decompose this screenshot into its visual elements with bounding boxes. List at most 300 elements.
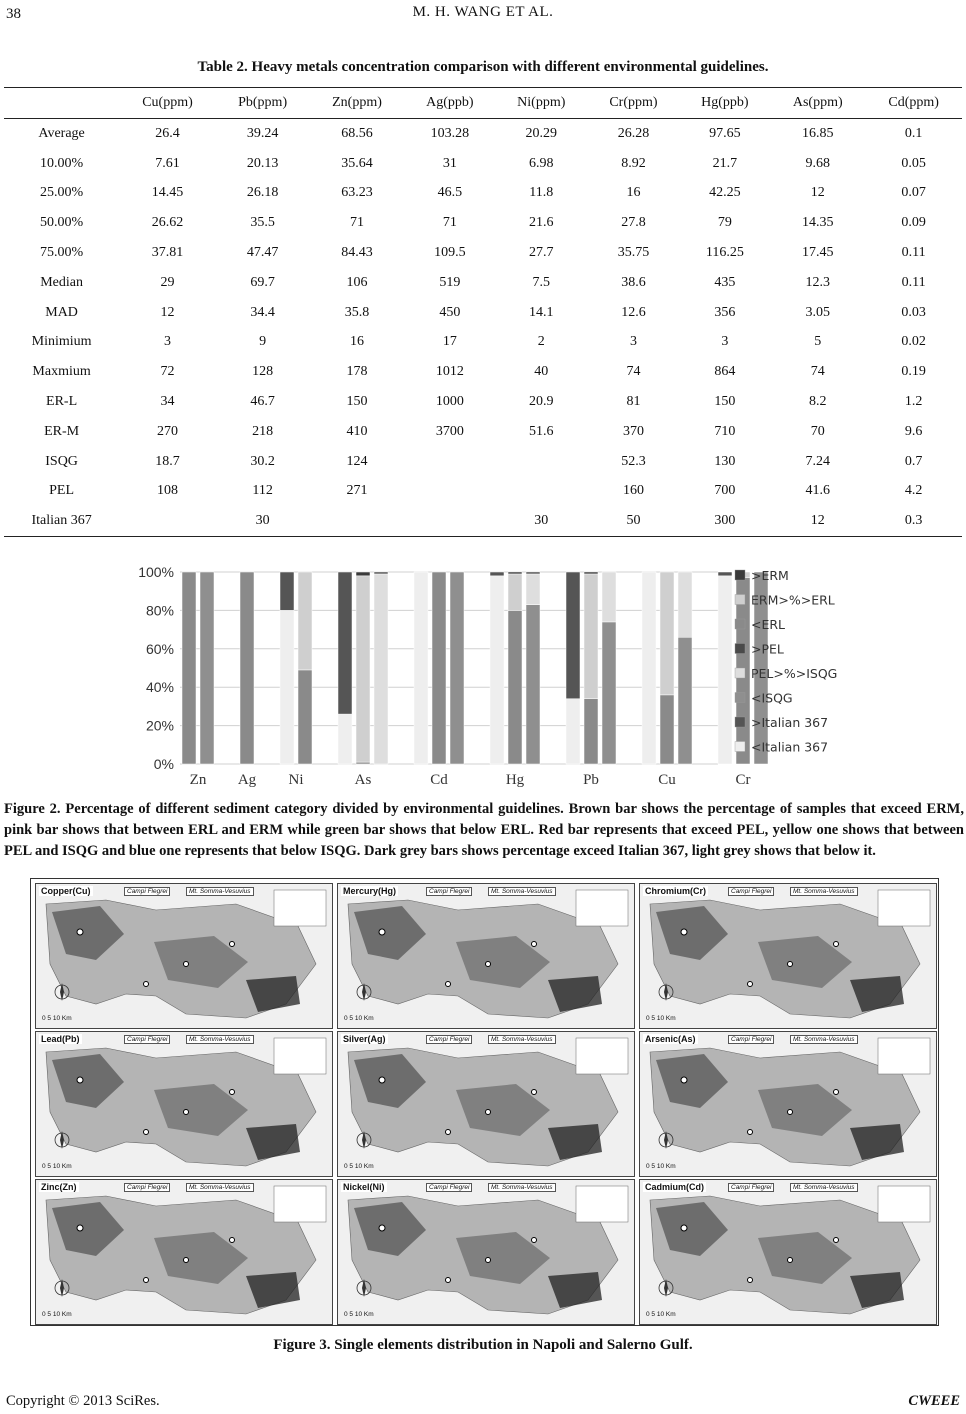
table-header-cell: Zn(ppm): [309, 88, 404, 119]
bar-segment: [584, 699, 598, 764]
legend-label: >Italian 367: [751, 715, 829, 730]
map-image: [640, 1180, 936, 1324]
table-cell: 0.11: [901, 245, 926, 261]
map-title: Copper(Cu): [41, 886, 91, 896]
map-label-campi-flegrei: Campi Flegrei: [728, 1035, 774, 1044]
map-label-vesuvius: Mt. Somma-Vesuvius: [790, 1035, 858, 1044]
table-row: [4, 328, 962, 358]
table-cell: 108: [156, 483, 178, 499]
legend-swatch: [735, 668, 745, 678]
row-label: 10.00%: [40, 155, 84, 171]
metals-table: [4, 87, 962, 537]
table-cell: [495, 477, 587, 507]
table-header-cell: As(ppm): [770, 88, 865, 119]
table-cell: 130: [714, 453, 736, 469]
y-tick-label: 40%: [145, 679, 174, 696]
distribution-maps-panel: [30, 878, 939, 1326]
table-row: [4, 477, 962, 507]
bar-segment: [490, 572, 504, 576]
bar-segment: [678, 637, 692, 764]
table-cell: 18.7: [155, 453, 180, 469]
bar-segment: [584, 574, 598, 699]
table-row: [4, 179, 962, 209]
bar-segment: [642, 572, 656, 764]
table-cell: 14.45: [151, 185, 184, 201]
map-image: [640, 1032, 936, 1176]
map-title: Zinc(Zn): [41, 1182, 77, 1192]
table-cell: [405, 506, 496, 536]
table-cell: 39.24: [246, 125, 279, 141]
table-body: [4, 119, 962, 537]
legend-swatch: [735, 693, 745, 703]
table-cell: 63.23: [341, 185, 373, 201]
table-cell: 37.81: [151, 245, 184, 261]
map-label-campi-flegrei: Campi Flegrei: [124, 1035, 170, 1044]
map-panel: [337, 1179, 635, 1325]
table-cell: 3: [721, 334, 729, 350]
bar-segment: [356, 576, 370, 762]
x-tick-label: Cr: [735, 772, 751, 788]
table-cell: 84.43: [341, 245, 373, 261]
table-cell: 109.5: [434, 245, 466, 261]
map-label-vesuvius: Mt. Somma-Vesuvius: [488, 1183, 556, 1192]
table-cell: 34: [160, 394, 175, 410]
row-label: ISQG: [45, 453, 78, 469]
table-cell: 69.7: [250, 274, 275, 290]
legend-label: ERM>%>ERL: [751, 592, 835, 608]
table-cell: 710: [714, 423, 736, 439]
bar-segment: [526, 574, 540, 605]
map-title: Mercury(Hg): [343, 886, 397, 896]
row-label: Median: [40, 274, 83, 290]
map-scale: 0 5 10 Km: [646, 1015, 676, 1022]
table-cell: 26.62: [151, 215, 184, 231]
legend-swatch: [735, 619, 745, 629]
x-tick-label: Cd: [430, 772, 448, 788]
table-cell: 35.64: [341, 155, 373, 171]
row-label: MAD: [45, 304, 78, 320]
table-cell: 27.7: [529, 245, 554, 261]
table-cell: 7.24: [805, 453, 830, 469]
bar-segment: [660, 572, 674, 695]
map-label-campi-flegrei: Campi Flegrei: [426, 1183, 472, 1192]
map-label-campi-flegrei: Campi Flegrei: [124, 1183, 170, 1192]
table-cell: 103.28: [430, 125, 470, 141]
table-header-cell: Cr(ppm): [587, 88, 679, 119]
table-cell: 50: [587, 506, 679, 536]
table-cell: 21.7: [712, 155, 738, 171]
guideline-percentage-chart: [110, 558, 870, 790]
legend-label: >ERM: [751, 568, 789, 583]
table-cell: 150: [346, 394, 368, 410]
x-tick-label: Ag: [237, 772, 257, 788]
map-panel: [337, 883, 635, 1029]
table-cell: 150: [714, 394, 736, 410]
row-label: ER-M: [44, 423, 80, 439]
table-cell: [405, 477, 496, 507]
table-cell: 4.2: [904, 483, 923, 499]
bar-segment: [298, 670, 312, 764]
row-label: Minimium: [31, 334, 92, 350]
table-cell: 700: [714, 483, 736, 499]
bar-segment: [508, 610, 522, 764]
bar-segment: [718, 576, 732, 764]
table-cell: 16.85: [801, 125, 834, 141]
table-cell: 2: [537, 334, 545, 350]
table-cell: 71: [349, 215, 364, 231]
map-label-campi-flegrei: Campi Flegrei: [728, 887, 774, 896]
row-label: 25.00%: [40, 185, 84, 201]
table-cell: 31: [442, 155, 457, 171]
table-cell: 21.6: [529, 215, 554, 231]
bar-segment: [374, 572, 388, 574]
x-tick-label: Zn: [189, 772, 207, 788]
table-row: [4, 417, 962, 447]
table-cell: 68.56: [341, 125, 373, 141]
table-cell: 0.09: [901, 215, 926, 231]
table-header-cell: Ni(ppm): [495, 88, 587, 119]
table-cell: 12: [770, 506, 865, 536]
table-cell: [405, 447, 496, 477]
table-header-blank: [4, 88, 119, 119]
table-cell: 20.13: [246, 155, 279, 171]
table-header-row: [4, 88, 962, 119]
map-panel: [35, 1031, 333, 1177]
table-cell: 30: [216, 506, 310, 536]
bar-segment: [414, 572, 428, 764]
bar-segment: [660, 695, 674, 764]
table-row: [4, 119, 962, 149]
table-cell: 519: [439, 274, 461, 290]
table-cell: 370: [622, 423, 644, 439]
map-label-campi-flegrei: Campi Flegrei: [728, 1183, 774, 1192]
legend-label: >PEL: [751, 641, 784, 657]
table-row: [4, 149, 962, 179]
table-cell: 72: [160, 364, 175, 380]
table-cell: 300: [680, 506, 771, 536]
table-cell: 0.07: [901, 185, 926, 201]
table-cell: 12: [810, 185, 825, 201]
bar-segment: [566, 699, 580, 764]
bar-segment: [490, 576, 504, 764]
bar-segment: [678, 572, 692, 637]
table-header-cell: Cd(ppm): [865, 88, 962, 119]
bar-segment: [182, 572, 196, 764]
table-cell: 46.5: [437, 185, 463, 201]
table-cell: 116.25: [705, 245, 744, 261]
figure-2-caption: Figure 2. Percentage of different sediment category divided by environmental guidelines. Brown bar shows the percentage of samples that exceed ERM, pink bar shows that between ERL and ERM while green bar shows that below ERL. Red bar represents that exceed PEL, yellow one shows that between PEL and ISQG and blue one represents that below ISQG. Dark grey bars shows percentage exceed Italian 367, light grey shows that below it.: [4, 801, 964, 859]
legend-swatch: [735, 570, 745, 580]
table-cell: 3.05: [805, 304, 830, 320]
table-row: [4, 387, 962, 417]
table-cell: 35.75: [617, 245, 650, 261]
map-title: Nickel(Ni): [343, 1182, 385, 1192]
table-cell: 9.6: [904, 423, 923, 439]
y-tick-label: 100%: [138, 564, 174, 580]
row-label: Average: [38, 125, 85, 141]
table-cell: 26.28: [617, 125, 650, 141]
table-row: [4, 447, 962, 477]
table-cell: 52.3: [621, 453, 646, 469]
bar-segment: [602, 622, 616, 764]
table-header-cell: Ag(ppb): [405, 88, 496, 119]
table-cell: 34.4: [250, 304, 275, 320]
table-cell: 47.47: [246, 245, 279, 261]
bar-segment: [356, 762, 370, 764]
table-cell: 40: [534, 364, 549, 380]
legend-swatch: [735, 742, 745, 752]
x-tick-label: As: [354, 772, 372, 788]
legend-label: PEL>%>ISQG: [751, 666, 838, 681]
table-cell: 17.45: [801, 245, 834, 261]
table-cell: 26.4: [155, 125, 180, 141]
y-tick-label: 0%: [153, 756, 174, 772]
journal-name: CWEEE: [908, 1393, 960, 1409]
map-label-campi-flegrei: Campi Flegrei: [124, 887, 170, 896]
table-cell: 9.68: [805, 155, 830, 171]
bar-segment: [374, 574, 388, 764]
map-scale: 0 5 10 Km: [42, 1015, 72, 1022]
bar-segment: [450, 572, 464, 764]
table-cell: 0.11: [901, 274, 926, 290]
page-number: 38: [6, 6, 21, 22]
bar-segment: [508, 574, 522, 610]
table-cell: 8.92: [621, 155, 646, 171]
legend-label: <ERL: [751, 617, 786, 632]
map-label-vesuvius: Mt. Somma-Vesuvius: [790, 1183, 858, 1192]
table-cell: [495, 447, 587, 477]
map-label-vesuvius: Mt. Somma-Vesuvius: [488, 887, 556, 896]
bar-segment: [338, 572, 352, 714]
map-title: Lead(Pb): [41, 1034, 80, 1044]
table-cell: 16: [626, 185, 641, 201]
map-image: [338, 1032, 634, 1176]
map-scale: 0 5 10 Km: [344, 1163, 374, 1170]
table-cell: 1000: [435, 394, 464, 410]
table-cell: 30.2: [250, 453, 275, 469]
table-cell: [309, 506, 404, 536]
table-cell: 12: [160, 304, 175, 320]
table-header-cell: Hg(ppb): [680, 88, 771, 119]
bar-segment: [508, 572, 522, 574]
table-cell: 12.3: [805, 274, 830, 290]
bar-segment: [432, 572, 446, 764]
map-title: Arsenic(As): [645, 1034, 696, 1044]
table-cell: 81: [626, 394, 641, 410]
table-row: [4, 208, 962, 238]
map-scale: 0 5 10 Km: [42, 1311, 72, 1318]
table-cell: 26.18: [246, 185, 279, 201]
map-scale: 0 5 10 Km: [42, 1163, 72, 1170]
table-row: [4, 357, 962, 387]
table-cell: 410: [346, 423, 368, 439]
map-title: Silver(Ag): [343, 1034, 386, 1044]
bar-segment: [280, 610, 294, 764]
map-image: [36, 1180, 332, 1324]
map-label-vesuvius: Mt. Somma-Vesuvius: [186, 1035, 254, 1044]
bar-segment: [298, 572, 312, 670]
table-cell: 1012: [435, 364, 464, 380]
table-cell: 178: [346, 364, 368, 380]
table-row: [4, 506, 962, 536]
bar-segment: [356, 572, 370, 576]
map-image: [338, 1180, 634, 1324]
map-panel: [35, 1179, 333, 1325]
table-cell: 71: [442, 215, 457, 231]
x-tick-label: Pb: [583, 772, 599, 788]
table-cell: 16: [349, 334, 364, 350]
map-scale: 0 5 10 Km: [344, 1311, 374, 1318]
table-cell: 3: [629, 334, 637, 350]
table-cell: 97.65: [709, 125, 741, 141]
table-cell: 8.2: [808, 394, 827, 410]
row-label: PEL: [49, 483, 75, 499]
map-panel: [639, 883, 937, 1029]
table-cell: 20.9: [529, 394, 554, 410]
map-image: [36, 884, 332, 1028]
table-cell: 271: [346, 483, 368, 499]
table-cell: 14.35: [801, 215, 834, 231]
map-panel: [35, 883, 333, 1029]
row-label: 50.00%: [40, 215, 84, 231]
table-cell: 0.19: [901, 364, 926, 380]
table-cell: 7.61: [155, 155, 180, 171]
table-cell: 450: [439, 304, 461, 320]
map-title: Cadmium(Cd): [645, 1182, 704, 1192]
bar-segment: [718, 572, 732, 576]
table-cell: 0.3: [865, 506, 962, 536]
table-cell: 160: [622, 483, 644, 499]
bar-segment: [280, 572, 294, 610]
x-tick-label: Cu: [658, 772, 676, 788]
map-label-vesuvius: Mt. Somma-Vesuvius: [790, 887, 858, 896]
table-cell: 0.03: [901, 304, 926, 320]
map-title: Chromium(Cr): [645, 886, 706, 896]
table-row: [4, 298, 962, 328]
map-label-vesuvius: Mt. Somma-Vesuvius: [186, 887, 254, 896]
map-scale: 0 5 10 Km: [344, 1015, 374, 1022]
table-cell: 0.1: [904, 125, 923, 141]
figure-3-caption: Figure 3. Single elements distribution in Napoli and Salerno Gulf.: [273, 1337, 693, 1353]
legend-label: <ISQG: [751, 690, 793, 706]
map-label-campi-flegrei: Campi Flegrei: [426, 887, 472, 896]
table-cell: 9: [259, 334, 267, 350]
map-panel: [337, 1031, 635, 1177]
y-tick-label: 80%: [145, 602, 174, 619]
row-label: 75.00%: [40, 245, 84, 261]
table-cell: 38.6: [621, 274, 646, 290]
table-cell: 29: [160, 274, 175, 290]
table-cell: 41.6: [805, 483, 830, 499]
table-cell: 35.5: [250, 215, 275, 231]
y-tick-label: 60%: [145, 640, 174, 657]
legend-swatch: [735, 595, 745, 605]
table-cell: 6.98: [529, 155, 554, 171]
map-panel: [639, 1031, 937, 1177]
table-header-cell: Cu(ppm): [119, 88, 216, 119]
table-cell: [119, 506, 216, 536]
table-cell: 218: [252, 423, 274, 439]
legend-label: <Italian 367: [751, 739, 829, 755]
table-cell: 14.1: [529, 304, 554, 320]
table-cell: 51.6: [529, 423, 554, 439]
y-tick-label: 20%: [145, 717, 174, 734]
bar-segment: [240, 572, 254, 764]
copyright: Copyright © 2013 SciRes.: [6, 1393, 160, 1409]
table-cell: 1.2: [904, 394, 923, 410]
bar-segment: [602, 572, 616, 622]
map-scale: 0 5 10 Km: [646, 1311, 676, 1318]
map-panel: [639, 1179, 937, 1325]
bar-segment: [200, 572, 214, 764]
table-cell: 46.7: [250, 394, 275, 410]
table-cell: 27.8: [621, 215, 646, 231]
table-cell: 7.5: [532, 274, 551, 290]
x-tick-label: Ni: [288, 772, 304, 788]
table-cell: 11.8: [529, 185, 554, 201]
table-cell: 17: [442, 334, 457, 350]
table-cell: 0.7: [904, 453, 923, 469]
bar-segment: [584, 572, 598, 574]
table-row: [4, 238, 962, 268]
map-label-vesuvius: Mt. Somma-Vesuvius: [186, 1183, 254, 1192]
row-label: Italian 367: [4, 506, 119, 536]
table-cell: 0.05: [901, 155, 926, 171]
table-cell: 74: [626, 364, 641, 380]
table-cell: 3700: [435, 423, 464, 439]
map-image: [640, 884, 936, 1028]
table-cell: 106: [346, 274, 368, 290]
table-cell: 20.29: [525, 125, 558, 141]
bar-segment: [566, 572, 580, 699]
map-image: [36, 1032, 332, 1176]
table-cell: 79: [717, 215, 732, 231]
legend-swatch: [735, 717, 745, 727]
bar-segment: [526, 605, 540, 764]
table-cell: 128: [252, 364, 274, 380]
legend-swatch: [735, 644, 745, 654]
table-cell: 12.6: [621, 304, 646, 320]
table-caption: Table 2. Heavy metals concentration comparison with different environmental guidelines.: [197, 59, 769, 75]
x-tick-label: Hg: [505, 772, 525, 788]
table-cell: 30: [495, 506, 587, 536]
running-head: M. H. WANG ET AL.: [412, 4, 554, 20]
map-image: [338, 884, 634, 1028]
table-cell: 270: [156, 423, 178, 439]
table-row: [4, 268, 962, 298]
table-cell: 35.8: [344, 304, 370, 320]
row-label: ER-L: [46, 394, 78, 410]
table-cell: 70: [810, 423, 825, 439]
table-cell: 3: [163, 334, 171, 350]
table-cell: 0.02: [901, 334, 926, 350]
table-cell: 864: [714, 364, 736, 380]
table-cell: 74: [810, 364, 825, 380]
table-cell: 42.25: [709, 185, 741, 201]
table-cell: 124: [346, 453, 368, 469]
map-label-vesuvius: Mt. Somma-Vesuvius: [488, 1035, 556, 1044]
table-cell: 5: [814, 334, 822, 350]
table-header-cell: Pb(ppm): [216, 88, 310, 119]
map-scale: 0 5 10 Km: [646, 1163, 676, 1170]
map-label-campi-flegrei: Campi Flegrei: [426, 1035, 472, 1044]
bar-segment: [338, 714, 352, 764]
table-cell: 112: [252, 483, 273, 499]
bar-segment: [526, 572, 540, 574]
row-label: Maxmium: [32, 364, 91, 380]
table-cell: 356: [714, 304, 736, 320]
table-cell: 435: [714, 274, 736, 290]
